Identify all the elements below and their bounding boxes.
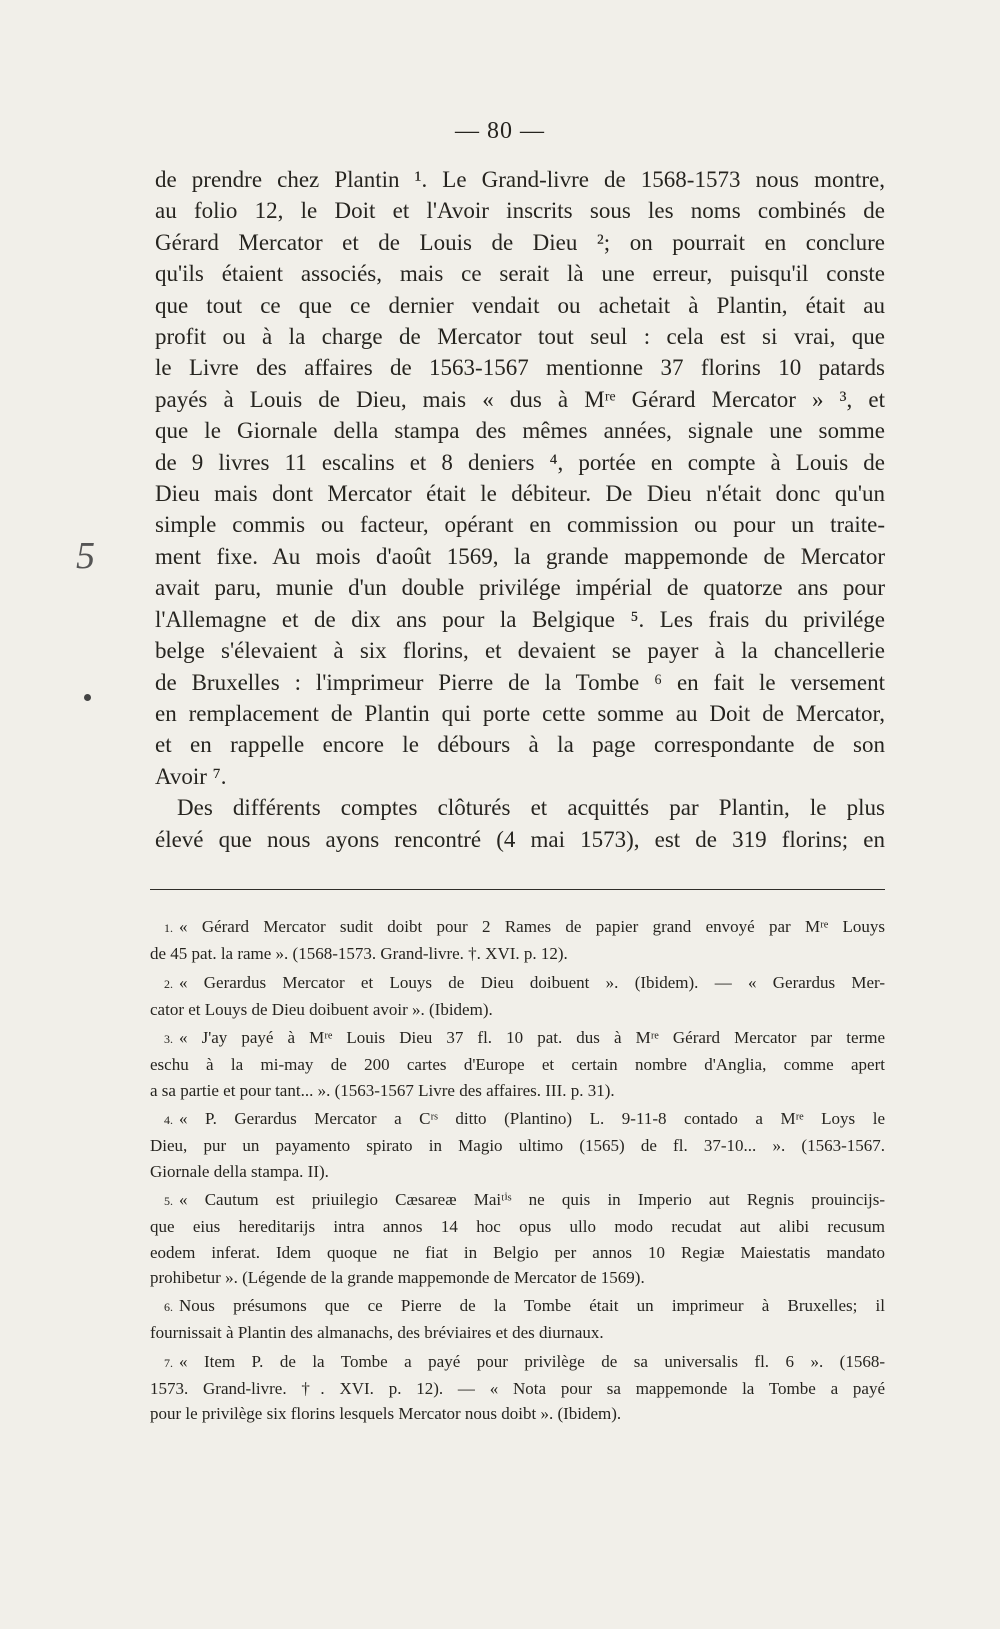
footnote-line: eschu à la mi-may de 200 cartes d'Europe et certain nombre d'Anglia, comme apert: [150, 1055, 885, 1075]
body-line: au folio 12, le Doit et l'Avoir inscrits sous les noms combinés de: [155, 198, 885, 224]
footnote-number: 2.: [164, 976, 173, 991]
footnote-line: « Cautum est priuilegio Cæsareæ Maiᵗⁱˢ ne quis in Imperio aut Regnis prouincijs-: [179, 1189, 885, 1209]
body-line: belge s'élevaient à six florins, et devaient se payer à la chancellerie: [155, 638, 885, 664]
body-line: de Bruxelles : l'imprimeur Pierre de la Tombe ⁶ en fait le versement: [155, 669, 885, 695]
body-line: que tout ce que ce dernier vendait ou achetait à Plantin, était au: [155, 292, 885, 318]
body-line: ment fixe. Au mois d'août 1569, la grande mappemonde de Mercator: [155, 543, 885, 569]
footnote-divider: [150, 889, 885, 890]
footnote-line: pour le privilège six florins lesquels Mercator nous doibt ». (Ibidem).: [150, 1404, 622, 1424]
footnote-line: cator et Louys de Dieu doibuent avoir ». (Ibidem).: [150, 999, 493, 1019]
margin-annotation: 5: [76, 535, 95, 577]
footnote: [150, 1293, 885, 1346]
body-line: Avoir ⁷.: [155, 763, 227, 789]
footnote-line: que eius hereditarijs intra annos 14 hoc opus ullo modo recudat aut alibi recusum: [150, 1217, 885, 1237]
footnote: [150, 1106, 885, 1184]
footnote-line: eodem inferat. Idem quoque ne fiat in Belgio per annos 10 Regiæ Maiestatis mandato: [150, 1242, 885, 1262]
footnote-line: « Gerardus Mercator et Louys de Dieu doibuent ». (Ibidem). — « Gerardus Mer-: [179, 972, 885, 992]
body-line: Gérard Mercator et de Louis de Dieu ²; on pourrait en conclure: [155, 229, 885, 255]
body-text: [155, 164, 885, 855]
body-line: simple commis ou facteur, opérant en commission ou pour un traite-: [155, 512, 885, 538]
footnote-line: « Gérard Mercator sudit doibt pour 2 Rames de papier grand envoyé par Mʳᵉ Louys: [179, 917, 885, 936]
footnote: [150, 970, 885, 1023]
footnote: [150, 1025, 885, 1103]
footnote: [150, 1349, 885, 1427]
footnote-line: 1573. Grand-livre. †. XVI. p. 12). — « Nota pour sa mappemonde la Tombe a payé: [150, 1379, 885, 1399]
footnote-number: 1.: [164, 921, 173, 935]
body-line: profit ou à la charge de Mercator tout seul : cela est si vrai, que: [155, 324, 885, 350]
footnote-line: « P. Gerardus Mercator a Cʳˢ ditto (Plantino) L. 9-11-8 contado a Mʳᵉ Loys le: [179, 1109, 885, 1129]
footnote-line: « Item P. de la Tombe a payé pour privilège de sa universalis fl. 6 ». (1568-: [179, 1351, 885, 1371]
footnote-line: Dieu, pur un payamento spirato in Magio ultimo (1565) de fl. 37-10... ». (1563-1567.: [150, 1136, 885, 1156]
body-line: et en rappelle encore le débours à la page correspondante de son: [155, 732, 885, 758]
footnote-line: a sa partie et pour tant... ». (1563-1567 Livre des affaires. III. p. 31).: [150, 1080, 615, 1100]
body-line: que le Giornale della stampa des mêmes années, signale une somme: [155, 418, 885, 444]
footnote-line: de 45 pat. la rame ». (1568-1573. Grand-livre. †. XVI. p. 12).: [150, 944, 568, 964]
body-line: de 9 livres 11 escalins et 8 deniers ⁴, portée en compte à Louis de: [155, 449, 885, 475]
body-line: l'Allemagne et de dix ans pour la Belgique ⁵. Les frais du privilége: [155, 606, 885, 632]
body-line: avait paru, munie d'un double privilége impérial de quatorze ans pour: [155, 575, 885, 601]
body-line: Des différents comptes clôturés et acquittés par Plantin, le plus: [177, 795, 885, 821]
footnote-number: 6.: [164, 1300, 173, 1315]
footnote: [150, 1187, 885, 1290]
body-line: Dieu mais dont Mercator était le débiteur. De Dieu n'était donc qu'un: [155, 481, 885, 507]
footnote-number: 7.: [164, 1355, 173, 1370]
footnote: [150, 914, 885, 967]
body-line: qu'ils étaient associés, mais ce serait là une erreur, puisqu'il conste: [155, 261, 885, 287]
body-line: de prendre chez Plantin ¹. Le Grand-livre de 1568-1573 nous montre,: [155, 167, 885, 192]
footnote-line: fournissait à Plantin des almanachs, des bréviaires et des diurnaux.: [150, 1323, 604, 1343]
body-line: élevé que nous ayons rencontré (4 mai 1573), est de 319 florins; en: [155, 826, 885, 852]
margin-dot: [84, 694, 91, 701]
footnote-line: Nous présumons que ce Pierre de la Tombe était un imprimeur à Bruxelles; il: [179, 1296, 885, 1316]
footnotes: [150, 914, 885, 1430]
footnote-line: Giornale della stampa. II).: [150, 1161, 329, 1181]
body-line: en remplacement de Plantin qui porte cette somme au Doit de Mercator,: [155, 700, 885, 726]
footnote-line: prohibetur ». (Légende de la grande mappemonde de Mercator de 1569).: [150, 1267, 645, 1287]
body-line: le Livre des affaires de 1563-1567 mentionne 37 florins 10 patards: [155, 355, 885, 381]
footnote-line: « J'ay payé à Mʳᵉ Louis Dieu 37 fl. 10 pat. dus à Mʳᵉ Gérard Mercator par terme: [179, 1028, 885, 1048]
footnote-number: 5.: [164, 1193, 173, 1208]
footnote-number: 4.: [164, 1113, 173, 1128]
body-line: payés à Louis de Dieu, mais « dus à Mʳᵉ Gérard Mercator » ³, et: [155, 386, 885, 412]
page-number: — 80 —: [455, 118, 545, 144]
footnote-number: 3.: [164, 1032, 173, 1047]
